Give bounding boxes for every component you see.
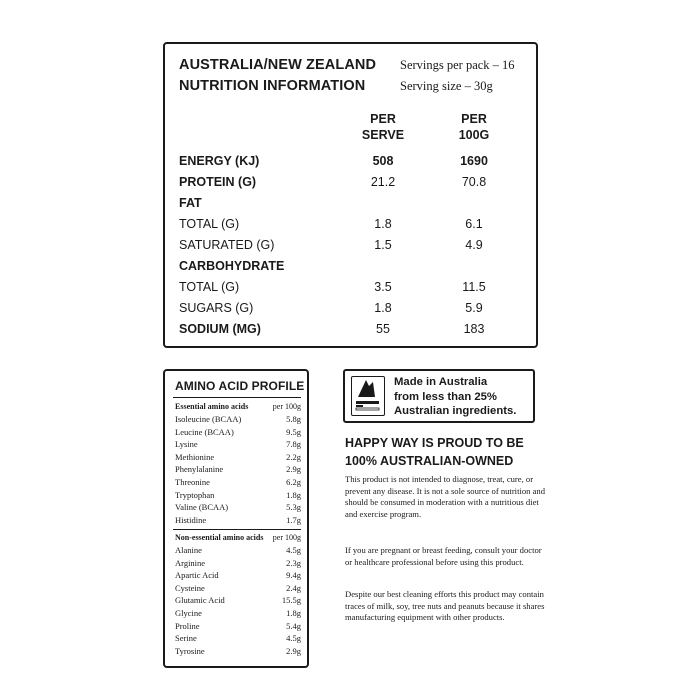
amino-row: Tyrosine 2.9g [175,645,301,656]
per-100g-value: 6.1 [465,217,483,231]
pregnancy-paragraph: If you are pregnant or breast feeding, consult your doctor or healthcare professional before using this product. [345,545,542,567]
amino-acid-panel [163,369,309,668]
per-serve-value: 1.8 [374,301,392,315]
nutrient-label: PROTEIN (G) [179,175,257,189]
disclaimer-paragraph: This product is not intended to diagnose, treat, cure, or prevent any disease. It is not a sole source of nutrition and should be consumed in moderation with a nutritious diet and exercise program. [345,474,545,520]
serving-size: Serving size – 30g [400,79,493,93]
ownership-heading: HAPPY WAY IS PROUD TO BE 100% AUSTRALIAN-OWNED [345,436,524,468]
amino-row: Threonine 6.2g [175,477,301,487]
col-header-per-100g: PER 100G [458,112,490,142]
divider [173,397,301,398]
nutrient-label: CARBOHYDRATE [179,259,285,273]
serving-info [400,55,515,97]
amino-row: Methionine 2.2g [175,451,301,462]
made-in-australia-badge [343,369,535,423]
per-100g-value: 183 [463,322,485,336]
nutrient-label: ENERGY (KJ) [179,154,260,168]
amino-row: Phenylalanine 2.9g [175,464,301,475]
per-100g-value: 70.8 [461,175,487,189]
nutrient-label: SODIUM (MG) [179,322,261,336]
per-100g-value: 11.5 [462,280,486,294]
per-serve-value: 1.5 [374,238,392,252]
per-100g-value: 5.9 [465,301,483,315]
per-serve-value: 3.5 [374,280,392,294]
nonessential-heading: Non-essential amino acids per 100g [175,533,301,542]
amino-row: Glycine 1.8g [175,608,301,618]
australia-kangaroo-icon [351,376,385,416]
per-serve-value: 508 [372,154,394,168]
unit-label: per 100g [272,402,301,411]
amino-row: Tryptophan 1.8g [175,489,301,500]
per-100g-value: 4.9 [465,238,483,252]
divider [173,529,301,530]
allergen-paragraph: Despite our best cleaning efforts this product may contain traces of milk, soy, tree nuts and peanuts because it shares manufacturing equipment with other products. [345,589,545,623]
amino-row: Cysteine 2.4g [175,582,301,593]
per-serve-value: 21.2 [370,175,396,189]
col-header-per-serve: PER SERVE [361,112,405,142]
amino-title: AMINO ACID PROFILE [175,379,305,393]
amino-row: Histidine 1.7g [175,514,301,525]
amino-row: Apartic Acid 9.4g [175,570,301,581]
nutrition-title: AUSTRALIA/NEW ZEALAND NUTRITION INFORMATION [179,57,377,94]
essential-heading: Essential amino acids per 100g [175,402,301,411]
amino-row: Valine (BCAA) 5.3g [175,502,301,513]
servings-per-pack: Servings per pack – 16 [400,58,515,72]
nutrient-label: TOTAL (G) [179,217,240,231]
amino-row: Leucine (BCAA) 9.5g [175,426,301,437]
amino-row: Glutamic Acid 15.5g [175,595,301,606]
per-100g-value: 1690 [460,154,488,168]
nutrient-label: FAT [179,196,202,210]
amino-row: Isoleucine (BCAA) 5.8g [175,414,301,424]
amino-row: Lysine 7.8g [175,439,301,450]
nutrition-panel [163,42,538,348]
badge-text: Made in Australia from less than 25% Australian ingredients. [394,376,517,417]
amino-row: Alanine 4.5g [175,545,301,555]
amino-row: Serine 4.5g [175,633,301,644]
unit-label: per 100g [272,533,301,542]
nutrient-label: TOTAL (G) [179,280,240,294]
amino-row: Proline 5.4g [175,620,301,631]
amino-row: Arginine 2.3g [175,557,301,568]
nutrient-label: SUGARS (G) [179,301,254,315]
per-serve-value: 1.8 [374,217,392,231]
nutrient-label: SATURATED (G) [179,238,275,252]
per-serve-value: 55 [376,322,390,336]
